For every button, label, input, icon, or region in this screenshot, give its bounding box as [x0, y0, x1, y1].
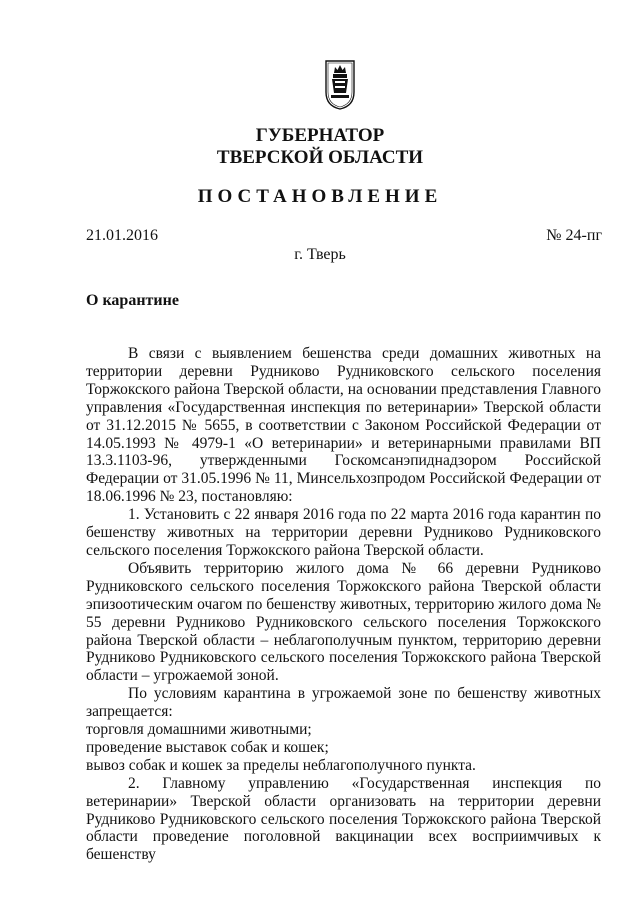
issuer-title: ГУБЕРНАТОР: [255, 125, 385, 146]
document-body: [86, 345, 601, 864]
document-date: 21.01.2016: [86, 227, 158, 244]
paragraph-preamble: В связи с выявлением бешенства среди домашних животных на территории деревни Рудниково Рудниковского сельского поселения Торжокского района Тверской области, на основании представления Главного управления «Государственная инспекция по ветеринарии» Тверской области от 31.12.2015 № 5655, в соответствии с Законом Российской Федерации от 14.05.1993 № 4979-1 «О ветеринарии» и ветеринарными правилами ВП 13.3.1103-96, утвержденными Госкомсанэпиднадзором Российской Федерации от 31.05.1996 № 11, Минсельхозпродом Российской Федерации от 18.06.1996 № 23, постановляю:: [86, 345, 601, 506]
paragraph-prohibitions-intro: По условиям карантина в угрожаемой зоне по бешенству животных запрещается:: [86, 685, 601, 721]
issuer-region: ТВЕРСКОЙ ОБЛАСТИ: [216, 147, 424, 168]
document-type: ПОСТАНОВЛЕНИЕ: [197, 186, 443, 207]
document-number: № 24-пг: [546, 227, 602, 244]
paragraph-item-1: 1. Установить с 22 января 2016 года по 22 марта 2016 года карантин по бешенству животных на территории деревни Рудниково Рудниковского сельского поселения Торжокского района Тверской области.: [86, 506, 601, 559]
prohibition-item: торговля домашними животными;: [86, 721, 312, 739]
paragraph-item-2: 2. Главному управлению «Государственная инспекция по ветеринарии» Тверской области организовать на территории деревни Рудниково Рудниковского сельского поселения Торжокского района Тверской области проведение поголовной вакцинации всех восприимчивых к бешенству: [86, 774, 601, 864]
prohibition-item: вывоз собак и кошек за пределы неблагополучного пункта.: [86, 756, 476, 774]
prohibition-item: проведение выставок собак и кошек;: [86, 738, 329, 756]
document-subject: О карантине: [86, 292, 179, 309]
paragraph-declaration: Объявить территорию жилого дома № 66 деревни Рудниково Рудниковского сельского поселения Торжокского района Тверской области эпизоотическим очагом по бешенству животных, территорию жилого дома № 55 деревни Рудниково Рудниковского сельского поселения Торжокского района Тверской области – неблагополучным пунктом, территорию деревни Рудниково Рудниковского сельского поселения Торжокского района Тверской области – угрожаемой зоной.: [86, 559, 601, 685]
tver-coat-of-arms-icon: [325, 60, 355, 110]
document-city: г. Тверь: [294, 246, 346, 263]
